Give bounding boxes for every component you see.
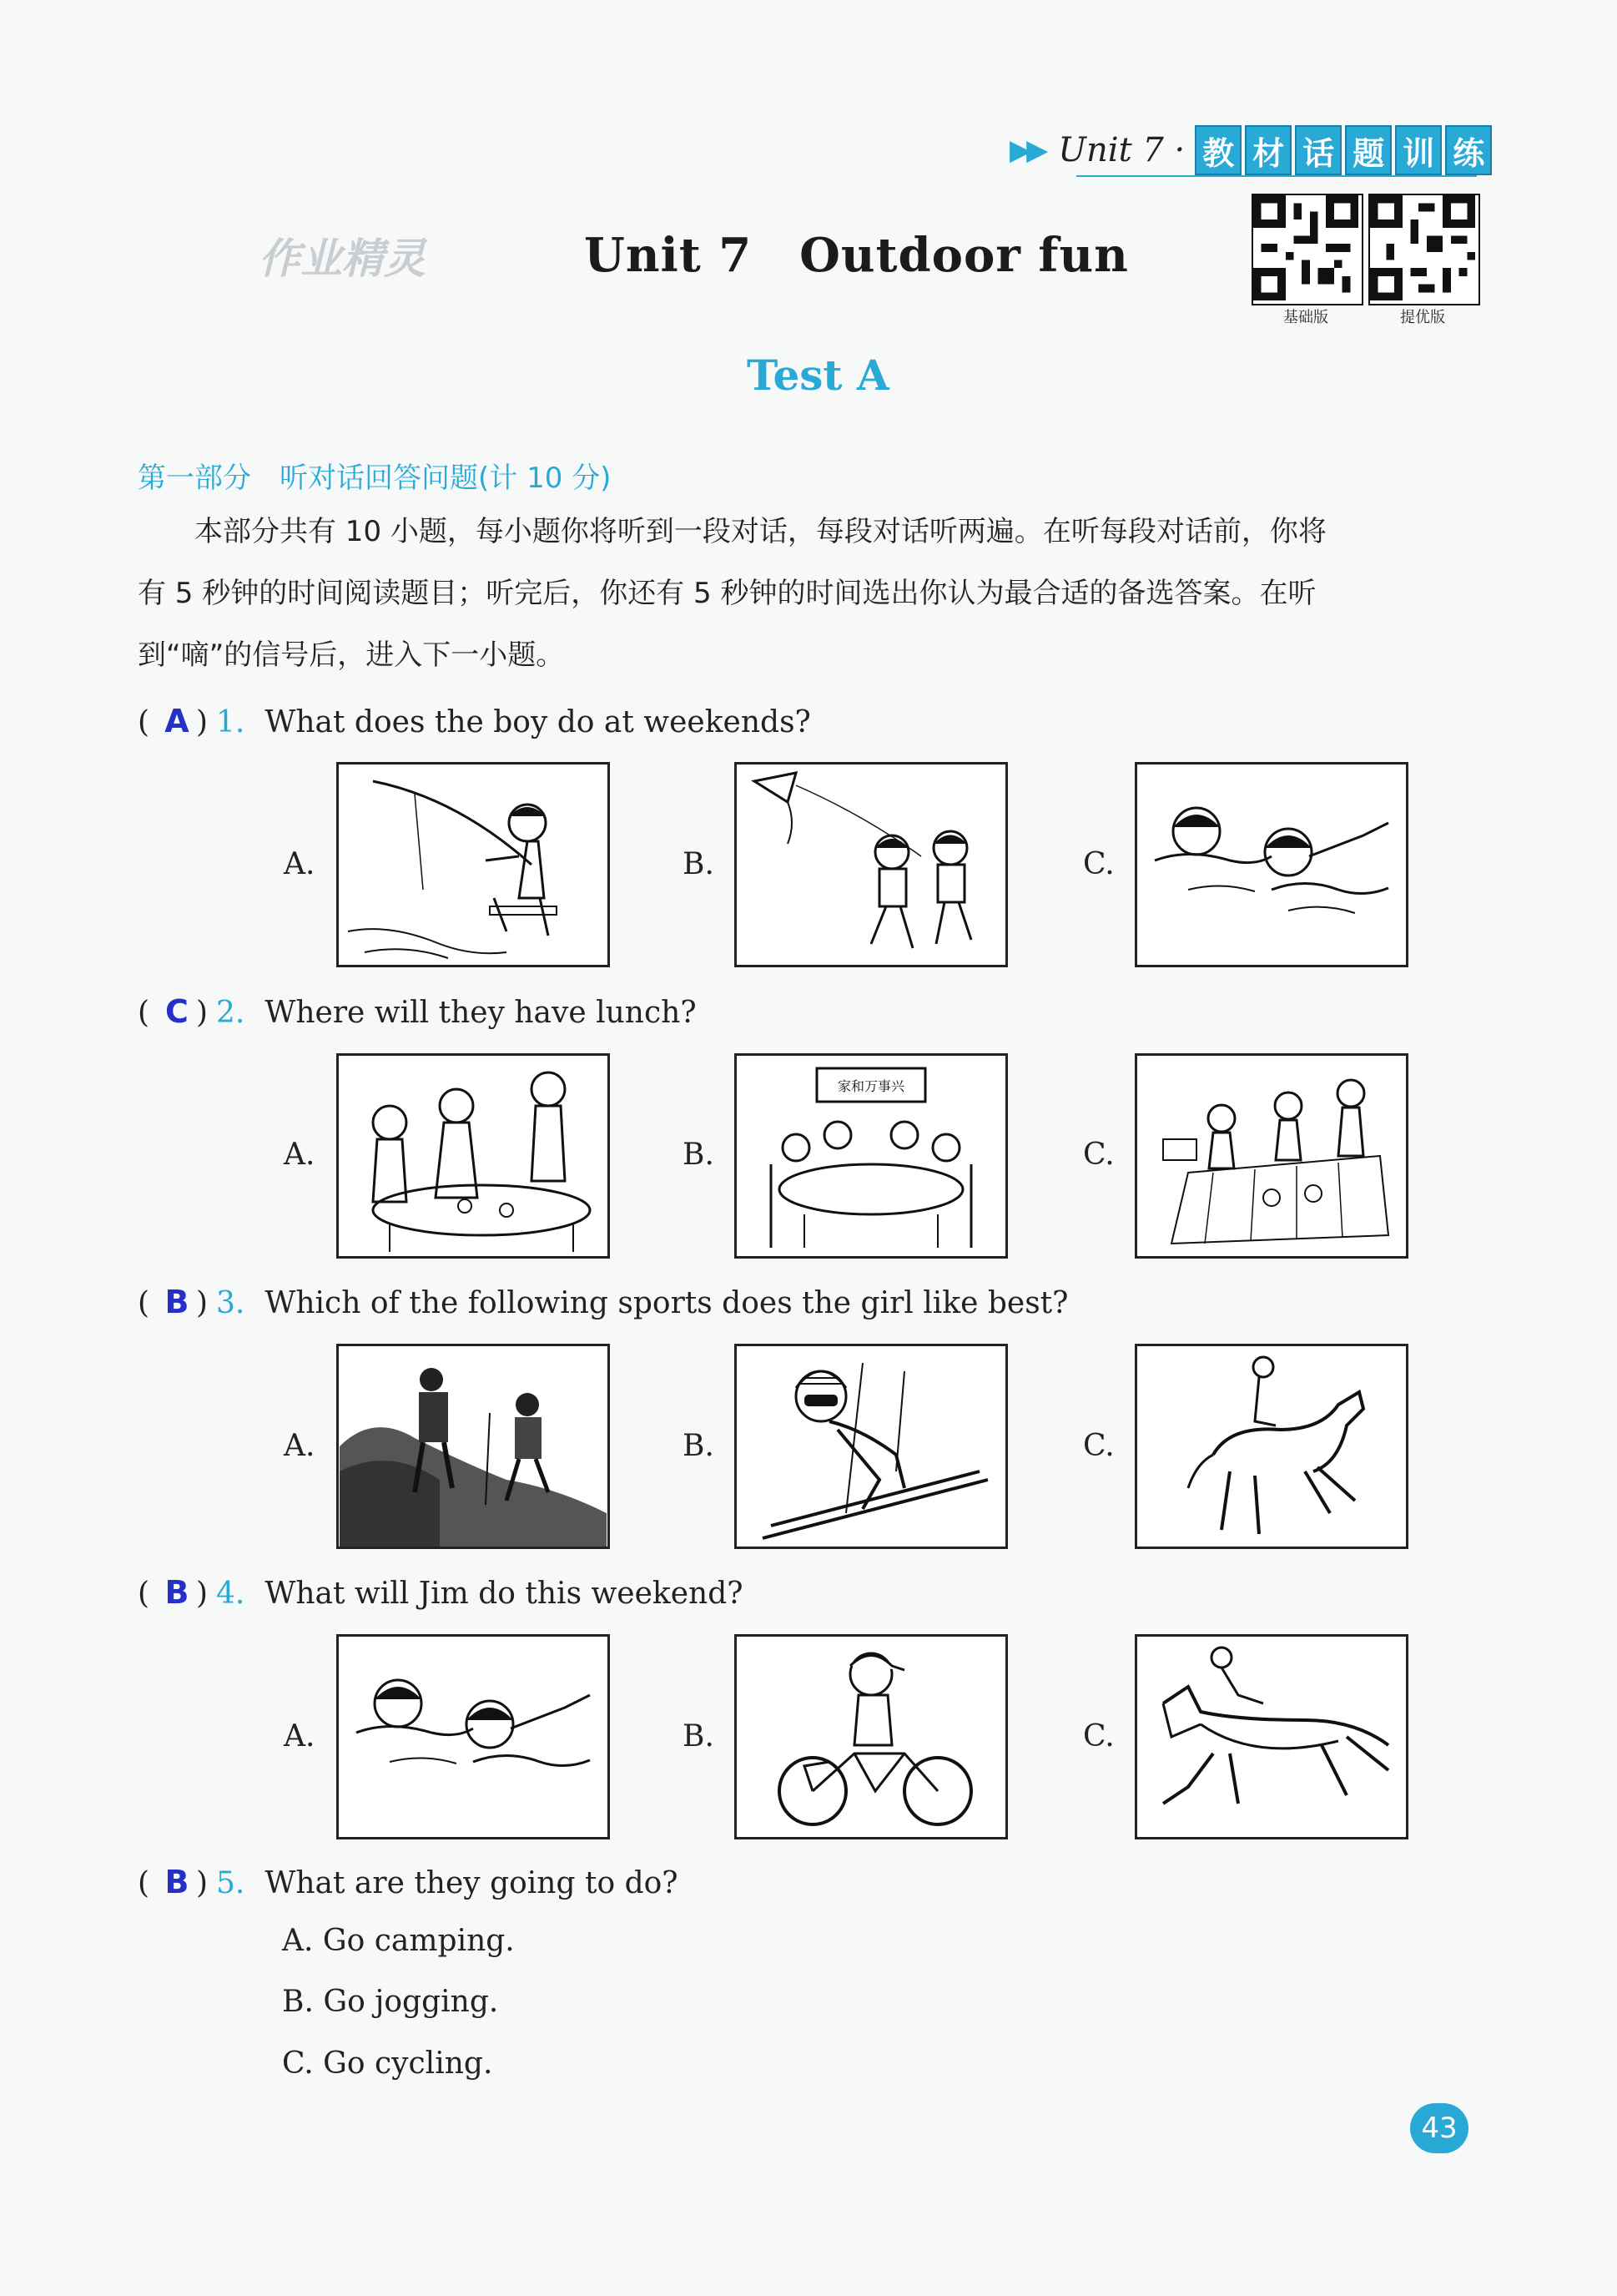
page-title: Unit 7 Outdoor fun — [584, 228, 1129, 283]
question-number: 3. — [216, 1286, 245, 1320]
option-label: C. — [1083, 847, 1115, 881]
test-title: Test A — [747, 351, 889, 400]
answer-mark: B — [164, 1284, 189, 1320]
question-text: What does the boy do at weekends? — [264, 705, 811, 739]
instruction-line: 有 5 秒钟的时间阅读题目；听完后，你还有 5 秒钟的时间选出你认为最合适的备选答案。在听 — [138, 577, 1317, 610]
question-number: 4. — [216, 1577, 245, 1611]
page-number: 43 — [1410, 2103, 1468, 2153]
question-text: Where will they have lunch? — [264, 996, 697, 1030]
option-label: A. — [284, 1429, 315, 1463]
question-text: What will Jim do this weekend? — [264, 1577, 743, 1611]
picture-picnic-outdoors[interactable] — [1135, 1053, 1408, 1259]
cycling-illustration — [737, 1637, 1005, 1837]
topic-banner — [1195, 125, 1495, 175]
question-5: ( B ) 5. What are they going to do? — [138, 1864, 678, 1900]
question-number: 5. — [216, 1866, 245, 1900]
topic-char: 材 — [1245, 125, 1292, 175]
wall-sign-text: 家和万事兴 — [837, 1078, 905, 1094]
picture-family-dinner-home[interactable] — [734, 1053, 1008, 1259]
topic-char: 题 — [1345, 125, 1392, 175]
topic-char: 练 — [1445, 125, 1492, 175]
topic-char: 教 — [1195, 125, 1242, 175]
unit-topic-header — [1010, 125, 1495, 175]
qr-basic[interactable] — [1252, 194, 1363, 327]
picture-horse-racing[interactable] — [1135, 1634, 1408, 1839]
option-label: B. — [683, 1429, 714, 1463]
question-2: ( C ) 2. Where will they have lunch? — [138, 993, 697, 1030]
picture-horse-riding[interactable] — [1135, 1344, 1408, 1549]
fishing-illustration — [339, 764, 607, 965]
header-underline — [1076, 175, 1477, 177]
question-text: Which of the following sports does the girl like best? — [264, 1286, 1069, 1320]
option-label: C. — [1083, 1138, 1115, 1172]
question-number: 1. — [216, 705, 245, 739]
instruction-line: 本部分共有 10 小题，每小题你将听到一段对话，每段对话听两遍。在听每段对话前，你将 — [138, 515, 1327, 548]
picture-kids-swimming[interactable] — [1135, 762, 1408, 967]
watermark-logo: 作业精灵 — [259, 235, 426, 283]
question-4: ( B ) 4. What will Jim do this weekend? — [138, 1574, 743, 1611]
option-label: C. — [1083, 1719, 1115, 1754]
answer-mark: C — [165, 993, 189, 1030]
question-number: 2. — [216, 996, 245, 1030]
option-label: A. — [284, 1719, 315, 1754]
option-label: C. — [1083, 1429, 1115, 1463]
swimming-illustration — [1137, 764, 1406, 965]
kite-illustration — [737, 764, 1005, 965]
text-option: B. Go jogging. — [282, 1985, 499, 2019]
hiking-illustration — [339, 1346, 607, 1547]
picnic-illustration — [1137, 1056, 1406, 1256]
qr-advanced[interactable] — [1368, 194, 1480, 327]
instruction-line: 到“嘀”的信号后，进入下一小题。 — [138, 638, 565, 672]
family-dinner-illustration — [737, 1056, 1005, 1256]
swimming-illustration — [339, 1637, 607, 1837]
qr-label: 提优版 — [1400, 309, 1445, 326]
skiing-illustration — [737, 1346, 1005, 1547]
answer-mark: B — [164, 1864, 189, 1900]
section-heading: 第一部分 听对话回答问题(计 10 分) — [138, 462, 612, 495]
qr-label: 基础版 — [1283, 309, 1328, 326]
option-label: A. — [284, 847, 315, 881]
restaurant-illustration — [339, 1056, 607, 1256]
topic-char: 训 — [1395, 125, 1442, 175]
picture-kids-swimming[interactable] — [336, 1634, 610, 1839]
text-option: C. Go cycling. — [282, 2046, 493, 2081]
unit-label: Unit 7 · — [1058, 131, 1186, 169]
double-chevron-icon: ▶▶ — [1010, 134, 1044, 167]
picture-skiing[interactable] — [734, 1344, 1008, 1549]
question-text: What are they going to do? — [264, 1866, 678, 1900]
answer-mark: A — [164, 703, 189, 739]
option-label: B. — [683, 1138, 714, 1172]
qr-code-icon[interactable] — [1252, 194, 1363, 305]
picture-kids-flying-kite[interactable] — [734, 762, 1008, 967]
option-label: B. — [683, 847, 714, 881]
topic-char: 话 — [1295, 125, 1342, 175]
question-3: ( B ) 3. Which of the following sports does the girl like best? — [138, 1284, 1069, 1320]
picture-boy-fishing[interactable] — [336, 762, 610, 967]
answer-mark: B — [164, 1574, 189, 1611]
question-1: ( A ) 1. What does the boy do at weekends? — [138, 703, 811, 739]
horse-riding-illustration — [1137, 1346, 1406, 1547]
option-label: A. — [284, 1138, 315, 1172]
qr-code-icon[interactable] — [1368, 194, 1480, 305]
text-option: A. Go camping. — [282, 1924, 515, 1958]
picture-hiking-mountain[interactable] — [336, 1344, 610, 1549]
horse-racing-illustration — [1137, 1637, 1406, 1837]
option-label: B. — [683, 1719, 714, 1754]
picture-boy-cycling[interactable] — [734, 1634, 1008, 1839]
picture-restaurant-table[interactable] — [336, 1053, 610, 1259]
